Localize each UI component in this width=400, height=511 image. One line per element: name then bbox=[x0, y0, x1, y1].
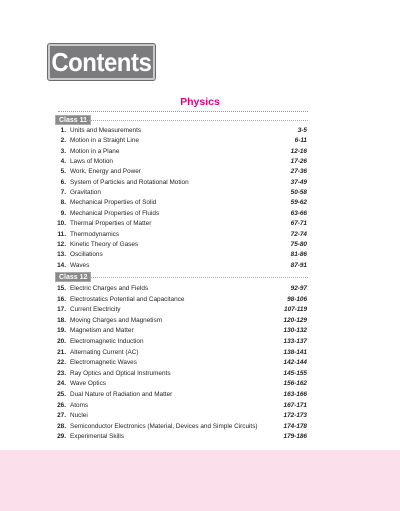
toc-row[interactable] bbox=[0, 431, 400, 442]
class-12-divider bbox=[85, 277, 308, 278]
page-range: 145-155 bbox=[283, 369, 307, 377]
chapter-number: 16. bbox=[57, 295, 66, 303]
chapter-number: 5. bbox=[60, 168, 66, 176]
chapter-title: Wave Optics bbox=[70, 380, 106, 388]
chapter-number: 25. bbox=[57, 391, 66, 398]
chapter-number: 27. bbox=[57, 412, 66, 420]
toc-row[interactable] bbox=[0, 218, 400, 229]
toc-row[interactable] bbox=[0, 400, 400, 411]
chapter-number: 17. bbox=[57, 306, 66, 314]
chapter-number: 10. bbox=[57, 220, 66, 228]
chapter-number: 14. bbox=[57, 261, 66, 269]
page-range: 179-186 bbox=[283, 433, 307, 441]
page-range: 81-86 bbox=[290, 251, 307, 259]
chapter-title: Laws of Motion bbox=[70, 158, 113, 166]
page-range: 72-74 bbox=[290, 230, 307, 238]
chapter-title: Electromagnetic Waves bbox=[70, 359, 137, 367]
chapter-number: 4. bbox=[60, 158, 66, 166]
chapter-title: Ray Optics and Optical Instruments bbox=[70, 369, 171, 377]
chapter-title: Motion in a Plane bbox=[70, 147, 120, 155]
chapter-title: Work, Energy and Power bbox=[70, 168, 141, 176]
page-range: 142-144 bbox=[283, 359, 307, 367]
page-range: 3-5 bbox=[297, 127, 307, 134]
page-range: 87-91 bbox=[290, 261, 307, 269]
page-range: 138-141 bbox=[283, 348, 307, 356]
toc-row[interactable] bbox=[0, 156, 400, 167]
contents-heading-box bbox=[48, 44, 155, 80]
toc-row[interactable] bbox=[0, 135, 400, 146]
toc-row[interactable] bbox=[0, 229, 400, 240]
page-range: 63-66 bbox=[290, 209, 307, 217]
page-range: 50-58 bbox=[290, 189, 307, 197]
chapter-number: 23. bbox=[57, 369, 66, 377]
page-range: 27-36 bbox=[290, 168, 307, 176]
chapter-title: Semiconductor Electronics (Material, Devices and Simple Circuits) bbox=[70, 422, 258, 430]
footer-band bbox=[0, 450, 400, 511]
chapter-title: Current Electricity bbox=[70, 306, 121, 314]
chapter-title: Electric Charges and Fields bbox=[70, 285, 149, 292]
class-11-badge: Class 11 bbox=[55, 115, 91, 125]
chapter-number: 15. bbox=[57, 285, 66, 292]
chapter-title: Waves bbox=[70, 261, 90, 269]
page-range: 37-49 bbox=[290, 178, 307, 186]
chapter-number: 29. bbox=[57, 433, 66, 441]
toc-row[interactable] bbox=[0, 347, 400, 358]
page-range: 120-129 bbox=[283, 316, 307, 324]
page-range: 172-173 bbox=[283, 412, 307, 420]
toc-row[interactable] bbox=[0, 197, 400, 208]
chapter-number: 28. bbox=[57, 422, 66, 430]
toc-row[interactable] bbox=[0, 283, 400, 294]
toc-row[interactable] bbox=[0, 357, 400, 368]
toc-row[interactable] bbox=[0, 249, 400, 260]
chapter-number: 26. bbox=[57, 401, 66, 409]
page-range: 67-71 bbox=[290, 220, 307, 228]
toc-row[interactable] bbox=[0, 166, 400, 177]
chapter-number: 9. bbox=[60, 209, 66, 217]
toc-row[interactable] bbox=[0, 208, 400, 219]
toc-row[interactable] bbox=[0, 410, 400, 421]
chapter-number: 24. bbox=[57, 380, 66, 388]
page-range: 133-137 bbox=[283, 338, 307, 345]
toc-row[interactable] bbox=[0, 239, 400, 250]
toc-row[interactable] bbox=[0, 187, 400, 198]
toc-row[interactable] bbox=[0, 389, 400, 400]
chapter-number: 1. bbox=[60, 127, 66, 134]
toc-row[interactable] bbox=[0, 421, 400, 432]
chapter-number: 12. bbox=[57, 240, 66, 248]
page-range: 163-166 bbox=[283, 391, 307, 398]
chapter-title: Motion in a Straight Line bbox=[70, 137, 139, 145]
chapter-title: Electromagnetic Induction bbox=[70, 338, 144, 345]
page-range: 59-62 bbox=[290, 199, 307, 207]
chapter-title: Mechanical Properties of Fluids bbox=[70, 209, 160, 217]
chapter-title: Oscillations bbox=[70, 251, 103, 259]
toc-row[interactable] bbox=[0, 125, 400, 136]
toc-row[interactable] bbox=[0, 368, 400, 379]
toc-row[interactable] bbox=[0, 146, 400, 157]
chapter-title: Mechanical Properties of Solid bbox=[70, 199, 157, 207]
chapter-title: Dual Nature of Radiation and Matter bbox=[70, 391, 173, 398]
page-range: 167-171 bbox=[283, 401, 307, 409]
chapter-title: Experimental Skills bbox=[70, 433, 124, 441]
toc-row[interactable] bbox=[0, 315, 400, 326]
chapter-number: 20. bbox=[57, 338, 66, 345]
page-range: 98-106 bbox=[287, 295, 307, 303]
page-range: 156-162 bbox=[283, 380, 307, 388]
chapter-number: 18. bbox=[57, 316, 66, 324]
page-range: 75-80 bbox=[290, 240, 307, 248]
chapter-number: 22. bbox=[57, 359, 66, 367]
chapter-title: Thermodynamics bbox=[70, 230, 120, 238]
page-range: 107-119 bbox=[284, 306, 307, 314]
toc-row[interactable] bbox=[0, 325, 400, 336]
chapter-title: Magnetism and Matter bbox=[70, 327, 134, 335]
subject-title: Physics bbox=[180, 96, 220, 108]
chapter-title: Atoms bbox=[70, 401, 89, 409]
class-12-badge: Class 12 bbox=[55, 272, 91, 282]
chapter-number: 2. bbox=[60, 137, 66, 145]
chapter-number: 21. bbox=[57, 348, 66, 356]
toc-row[interactable] bbox=[0, 378, 400, 389]
page-range: 6-11 bbox=[294, 137, 307, 145]
subject-divider bbox=[58, 111, 308, 112]
chapter-number: 13. bbox=[57, 251, 66, 259]
page-range: 17-26 bbox=[290, 158, 307, 166]
page-range: 174-178 bbox=[283, 422, 307, 430]
chapter-number: 3. bbox=[60, 147, 66, 155]
chapter-number: 19. bbox=[57, 327, 66, 335]
chapter-title: Units and Measurements bbox=[70, 127, 142, 134]
chapter-number: 7. bbox=[60, 189, 66, 197]
chapter-title: System of Particles and Rotational Motion bbox=[70, 178, 189, 186]
chapter-title: Moving Charges and Magnetism bbox=[70, 316, 162, 324]
toc-row[interactable] bbox=[0, 304, 400, 315]
page-range: 12-16 bbox=[290, 147, 307, 155]
chapter-title: Nuclei bbox=[70, 412, 88, 420]
chapter-number: 8. bbox=[60, 199, 66, 207]
chapter-title: Electrostatics Potential and Capacitance bbox=[70, 295, 185, 303]
page-range: 130-132 bbox=[283, 327, 307, 335]
page-range: 92-97 bbox=[290, 285, 307, 292]
chapter-title: Kinetic Theory of Gases bbox=[70, 240, 139, 248]
chapter-title: Alternating Current (AC) bbox=[70, 348, 139, 356]
chapter-title: Gravitation bbox=[70, 189, 101, 197]
chapter-number: 6. bbox=[60, 178, 66, 186]
toc-row[interactable] bbox=[0, 294, 400, 305]
class-11-divider bbox=[85, 120, 308, 121]
chapter-number: 11. bbox=[57, 230, 66, 238]
toc-row[interactable] bbox=[0, 177, 400, 188]
chapter-title: Thermal Properties of Matter bbox=[70, 220, 152, 228]
toc-row[interactable] bbox=[0, 336, 400, 347]
toc-row[interactable] bbox=[0, 260, 400, 271]
contents-title: Contents bbox=[51, 46, 152, 77]
